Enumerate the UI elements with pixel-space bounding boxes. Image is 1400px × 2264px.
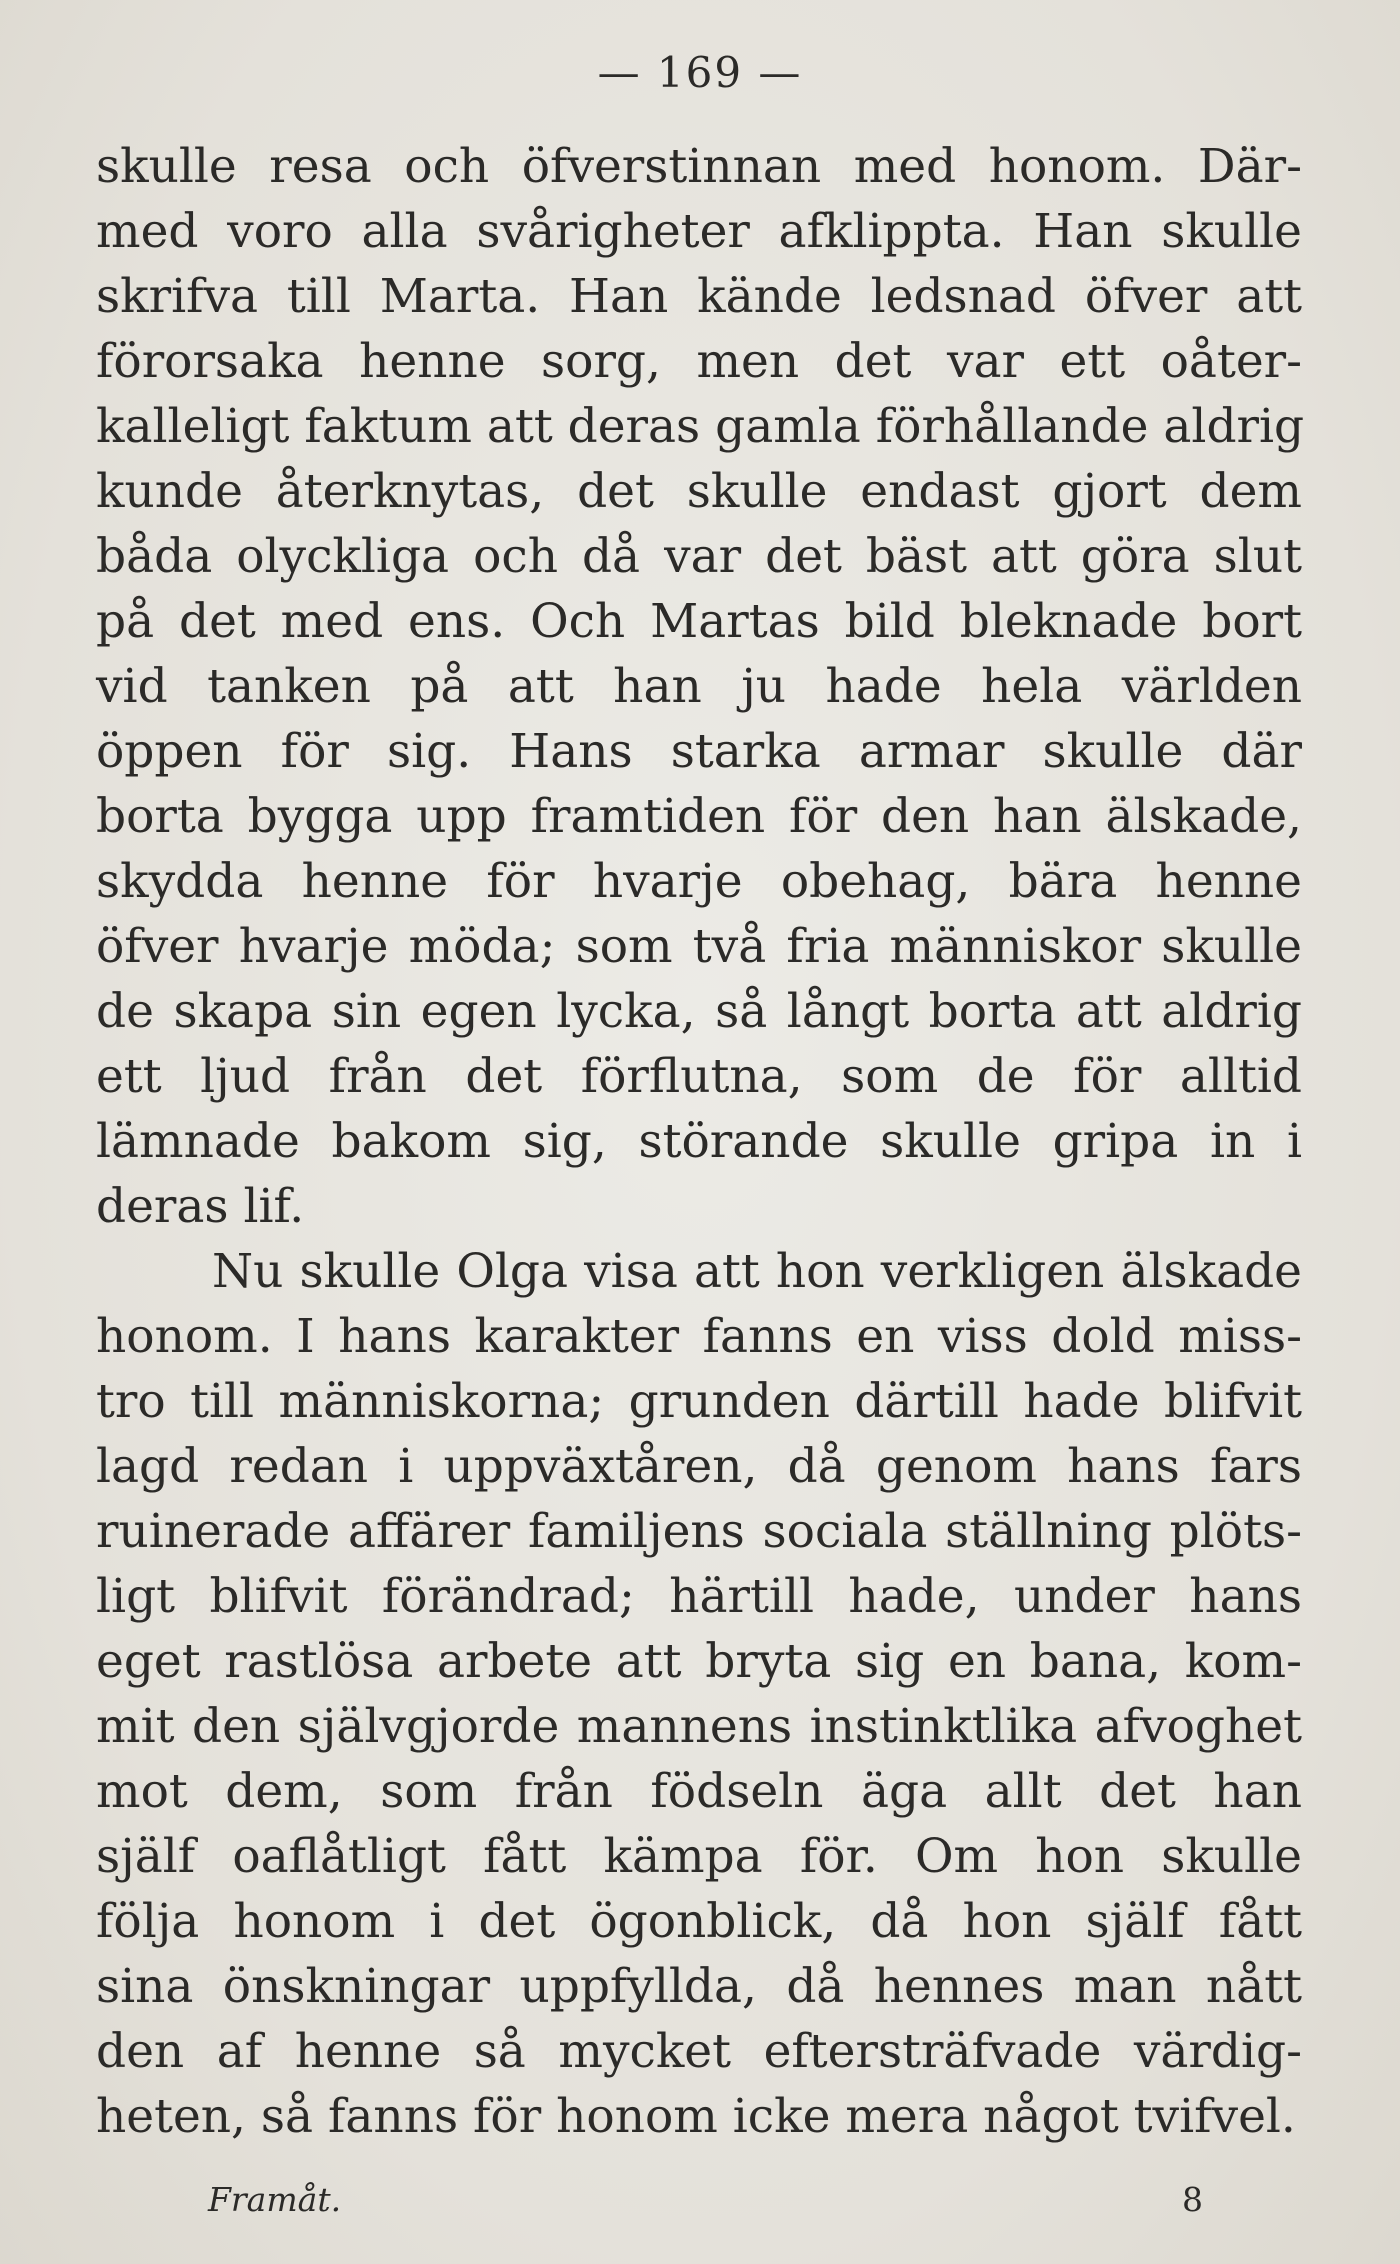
text-line: eget rastlösa arbete att bryta sig en bana, kom-	[96, 1634, 1302, 1689]
text-line: mot dem, som från födseln äga allt det han	[96, 1764, 1302, 1819]
text-line: sina önskningar uppfyllda, då hennes man nått	[96, 1959, 1302, 2014]
text-line: lämnade bakom sig, störande skulle gripa in i	[96, 1114, 1302, 1169]
text-line: med voro alla svårigheter afklippta. Han skulle	[96, 204, 1302, 259]
text-line: kunde återknytas, det skulle endast gjort dem	[96, 464, 1302, 519]
text-line: förorsaka henne sorg, men det var ett oåter-	[96, 334, 1302, 389]
body-text	[96, 134, 1305, 2149]
text-line: den af henne så mycket eftersträfvade värdig-	[96, 2024, 1302, 2079]
text-line: vid tanken på att han ju hade hela världen	[96, 659, 1302, 714]
text-line: mit den självgjorde mannens instinktlika afvoghet	[96, 1699, 1302, 1754]
signature-mark: Framåt.	[208, 2180, 342, 2219]
text-line: ligt blifvit förändrad; härtill hade, under hans	[96, 1569, 1302, 1624]
text-line: tro till människorna; grunden därtill hade blifvit	[96, 1374, 1302, 1429]
sheet-number: 8	[1182, 2180, 1203, 2219]
text-line: kalleligt faktum att deras gamla förhållande aldrig	[96, 399, 1305, 454]
text-line: skrifva till Marta. Han kände ledsnad öfver att	[96, 269, 1302, 324]
text-line: borta bygga upp framtiden för den han älskade,	[96, 789, 1302, 844]
text-line: skulle resa och öfverstinnan med honom. Där-	[96, 139, 1302, 194]
text-line: följa honom i det ögonblick, då hon själf fått	[96, 1894, 1302, 1949]
text-line: själf oaflåtligt fått kämpa för. Om hon skulle	[96, 1829, 1302, 1884]
text-line: de skapa sin egen lycka, så långt borta att aldrig	[96, 984, 1302, 1039]
text-line: heten, så fanns för honom icke mera något tvifvel.	[96, 2089, 1296, 2144]
page-number: — 169 —	[597, 48, 803, 97]
page-footer	[0, 2180, 1400, 2230]
text-line: öfver hvarje möda; som två fria människor skulle	[96, 919, 1302, 974]
text-line: ett ljud från det förflutna, som de för alltid	[96, 1049, 1302, 1104]
text-line: honom. I hans karakter fanns en viss dold miss-	[96, 1309, 1302, 1364]
text-line: deras lif.	[96, 1179, 305, 1234]
text-line: Nu skulle Olga visa att hon verkligen älskade	[212, 1244, 1302, 1299]
text-line: på det med ens. Och Martas bild bleknade bort	[96, 594, 1302, 649]
text-line: ruinerade affärer familjens sociala ställning plöts-	[96, 1504, 1302, 1559]
text-line: skydda henne för hvarje obehag, bära henne	[96, 854, 1302, 909]
text-line: båda olyckliga och då var det bäst att göra slut	[96, 529, 1302, 584]
text-line: öppen för sig. Hans starka armar skulle där	[96, 724, 1302, 779]
text-line: lagd redan i uppväxtåren, då genom hans fars	[96, 1439, 1302, 1494]
